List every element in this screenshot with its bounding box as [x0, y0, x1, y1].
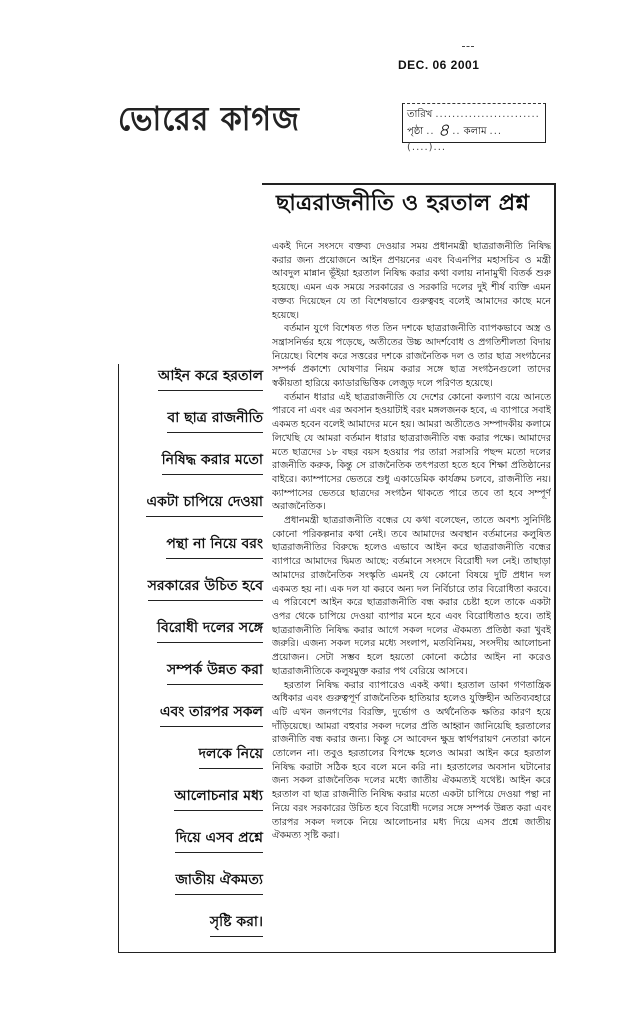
pull-quote-line: জাতীয় ঐকমত্য	[175, 868, 263, 895]
article-paragraph: প্রধানমন্ত্রী ছাত্ররাজনীতি বন্ধের যে কথা বলেছেন, তাতে অবশ্য সুনির্দিষ্ট কোনো পরিকল্পনার কথা নেই। তবে আমাদের অবস্থান বর্তমানের কলুষিত ছাত্ররাজনীতির বিরুদ্ধে হলেও এভাবে আইন করে ছাত্ররাজনীতি বন্ধের ব্যাপারে আমাদের দ্বিমত আছে: বর্তমানে সংসদে বিরোধী দল নেই। তাছাড়া আমাদের রাজনৈতিক সংস্কৃতি এমনই যে কোনো বিষয়ে দুটি প্রধান দল একমত হয় না। এক দল যা করবে অন্য দল নির্বিচারে তার বিরোধিতা করবে। এ পরিবেশে আইন করে ছাত্ররাজনীতি বন্ধ করার চেষ্টা হলে তাকে একটা ওপর থেকে চাপিয়ে দেওয়া ব্যাপার মনে হবে এবং বিরোধিতাও হবে। তাই ছাত্ররাজনীতি নিষিদ্ধ করার আগে সকল দলের ঐকমত্য প্রতিষ্ঠা করা খুবই জরুরি। এজন্য সকল দলের মধ্যে সংলাপ, মতবিনিময়, সংসদীয় আলোচনা প্রয়োজন। সেটা সম্ভব হলে হয়তো কোনো কঠোর আইন না করেও ছাত্ররাজনীতিকে কলুষমুক্ত করার পথ বেরিয়ে আসবে।	[272, 515, 551, 677]
stamp-date-label: তারিখ	[407, 109, 433, 120]
pull-quote-line: দলকে নিয়ে	[199, 742, 263, 769]
article-body	[272, 240, 551, 952]
pull-quote-line: সৃষ্টি করা।	[210, 910, 263, 937]
stamp-page-value: ৪	[437, 120, 450, 141]
pull-quote-line: এবং তারপর সকল	[160, 700, 263, 727]
pull-quote-line: আলোচনার মধ্য	[174, 784, 263, 811]
pull-quote-line: সরকারের উচিত হবে	[148, 574, 263, 601]
archive-stamp: তারিখ ......................... পৃষ্ঠা .. ৪ .. কলাম ...(....)...	[402, 103, 546, 143]
pull-quote-line: বিরোধী দলের সঙ্গে	[157, 616, 263, 643]
pull-quote-line: আইন করে হরতাল	[158, 364, 263, 391]
article-paragraph: বর্তমান যুগে বিশেষত গত তিন দশকে ছাত্ররাজনীতি ব্যাপকভাবে অস্ত্র ও সন্ত্রাসনির্ভর হয়ে পড়েছে, অতীতের উচ্চ আদর্শবোধ ও প্রগতিশীলতা বিদায় নিয়েছে। বিশেষ করে সত্তরের দশকে রাজনৈতিক দল ও তার ছাত্র সংগঠনের সম্পর্ক প্রকাশ্যে ঘোষণার নিয়ম করার সঙ্গে ছাত্র সংগঠনগুলো তাদের স্বকীয়তা হারিয়ে ক্যাডারভিত্তিক লেজুড় দলে পরিণত হয়েছে।	[272, 323, 551, 390]
pull-quote-line: সম্পর্ক উন্নত করা	[167, 658, 263, 685]
stamp-column-label: কলাম	[463, 126, 487, 137]
pull-quote	[118, 364, 267, 953]
article-paragraph: বর্তমান ধারার এই ছাত্ররাজনীতি যে দেশের কোনো কল্যাণ বয়ে আনতে পারবে না এবং এর অবসান হওয়াটাই বরং মঙ্গলজনক হবে, এ ব্যাপারে সবাই একমত হবেন বলেই আমাদের মনে হয়। আমরা অতীতেও সম্পাদকীয় কলামে লিখেছি যে আমরা বর্তমান ধারার ছাত্ররাজনীতি বন্ধ করার পক্ষে। আমাদের মতে ছাত্রদের ১৮ বছর বয়স হওয়ার পর তারা সরাসরি পছন্দ মতো দলের রাজনীতি করুক, কিন্তু সে রাজনৈতিক তৎপরতা হতে হবে শিক্ষা প্রতিষ্ঠানের বাইরে। ক্যাম্পাসের ভেতরে শুধু একাডেমিক কার্যক্রম চলবে, রাজনীতি নয়। ক্যাম্পাসের ভেতরে ছাত্রদের সংগঠন থাকতে পারে তবে তা হবে সম্পূর্ণ অরাজনৈতিক।	[272, 391, 551, 513]
pull-quote-line: বা ছাত্র রাজনীতি	[167, 406, 263, 433]
pull-quote-line: একটা চাপিয়ে দেওয়া	[146, 490, 263, 517]
pull-quote-line: দিয়ে এসব প্রশ্নে	[175, 826, 263, 853]
article-headline: ছাত্ররাজনীতি ও হরতাল প্রশ্ন	[276, 191, 530, 216]
clipping-date: DEC. 06 2001	[398, 58, 480, 72]
stamp-page-label: পৃষ্ঠা	[407, 126, 424, 137]
pull-quote-line: পন্থা না নিয়ে বরং	[166, 532, 263, 559]
scan-mark	[462, 46, 474, 47]
pull-quote-line: নিষিদ্ধ করার মতো	[162, 448, 263, 475]
newspaper-masthead: ভোরের কাগজ	[118, 100, 300, 139]
article-paragraph: হরতাল নিষিদ্ধ করার ব্যাপারেও একই কথা। হরতাল ডাকা গণতান্ত্রিক অধিকার এবং গুরুত্বপূর্ণ রাজনৈতিক হাতিয়ার হলেও যুক্তিহীন অতিব্যবহারে এটি এখন জনগণের বিরক্তি, দুর্ভোগ ও অর্থনৈতিক ক্ষতির কারণ হয়ে দাঁড়িয়েছে। আমরা বহুবার সকল দলের প্রতি আহ্বান জানিয়েছি হরতালের রাজনীতি বন্ধ করার জন্য। কিন্তু সে আবেদন ক্ষুদ্র স্বার্থপরায়ণ নেতারা কানে তোলেন না। তবুও হরতালের বিপক্ষে হলেও আমরা আইন করে হরতাল নিষিদ্ধ করাটা সঠিক হবে বলে মনে করি না। হরতালের অবসান ঘটানোর জন্য সকল রাজনৈতিক দলের মধ্যে জাতীয় ঐকমত্যই যথেষ্ট। আইন করে হরতাল বা ছাত্র রাজনীতি নিষিদ্ধ করার মতো একটা চাপিয়ে দেওয়া পন্থা না নিয়ে বরং সরকারের উচিত হবে বিরোধী দলের সঙ্গে সম্পর্ক উন্নত করা এবং তারপর সকল দলকে নিয়ে আলোচনার মধ্য দিয়ে এসব প্রশ্নে জাতীয় ঐকমত্য সৃষ্টি করা।	[272, 679, 551, 842]
article-paragraph: একই দিনে সংসদে বক্তব্য দেওয়ার সময় প্রধানমন্ত্রী ছাত্ররাজনীতি নিষিদ্ধ করার জন্য প্রয়োজনে আইন প্রণয়নের এবং বিএনপির মহাসচিব ও মন্ত্রী আবদুল মান্নান ভূঁইয়া হরতাল নিষিদ্ধ করার কথা বলায় নানামুখী বিতর্ক শুরু হয়েছে। এমন এক সময়ে সরকারের ও সরকারি দলের দুই শীর্ষ ব্যক্তি এমন বক্তব্য দিয়েছেন যে তা বিশেষভাবে গুরুত্ববহ বলেই আমাদের কাছে মনে হয়েছে।	[272, 241, 551, 321]
